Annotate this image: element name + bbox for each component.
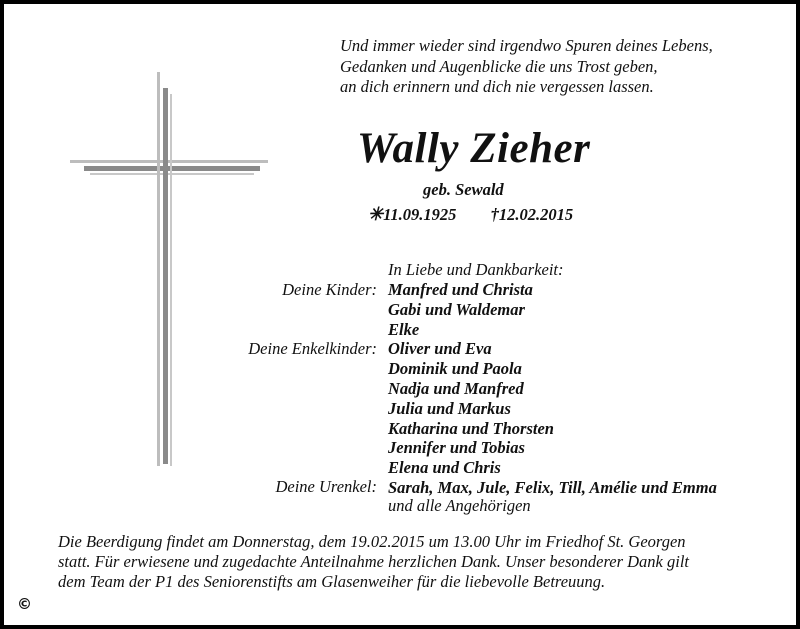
mourners-intro: In Liebe und Dankbarkeit:: [388, 260, 564, 279]
funeral-line: statt. Für erwiesene und zugedachte Anteilnahme herzlichen Dank. Unser besonderer Dank gilt: [58, 552, 690, 571]
mourner-name: Oliver und Eva: [388, 339, 492, 359]
deceased-name: Wally Zieher: [357, 125, 591, 172]
mourners-closing: und alle Angehörigen: [388, 496, 531, 515]
birth-date: 11.09.1925: [383, 205, 457, 224]
cross-icon: [70, 72, 270, 467]
mourner-name: Julia und Markus: [388, 398, 511, 418]
death-cross-icon: †: [490, 205, 499, 224]
memorial-poem: [340, 36, 780, 98]
great-grandchildren-label: Deine Urenkel:: [275, 477, 377, 496]
maiden-name: geb. Sewald: [423, 180, 504, 199]
mourner-name: Sarah, Max, Jule, Felix, Till, Amélie und Emma: [388, 477, 717, 497]
funeral-line: dem Team der P1 des Seniorenstifts am Glasenweiher für die liebevolle Betreuung.: [58, 572, 606, 591]
death-date: 12.02.2015: [498, 205, 574, 224]
mourner-name: Elena und Chris: [388, 458, 501, 478]
mourner-name: Elke: [388, 319, 420, 339]
grandchildren-label: Deine Enkelkinder:: [248, 339, 377, 358]
life-dates: [368, 204, 573, 225]
mourner-name: Katharina und Thorsten: [388, 418, 554, 438]
children-label: Deine Kinder:: [282, 280, 377, 299]
funeral-notice: [58, 532, 758, 592]
poem-line: an dich erinnern und dich nie vergessen lassen.: [340, 77, 654, 96]
mourner-names: [388, 280, 717, 498]
poem-line: Und immer wieder sind irgendwo Spuren deines Lebens,: [340, 36, 713, 55]
poem-line: Gedanken und Augenblicke die uns Trost geben,: [340, 56, 658, 76]
birth-star-icon: ✳: [368, 204, 384, 224]
copyright-icon: ©: [17, 595, 32, 613]
mourner-name: Gabi und Waldemar: [388, 299, 525, 319]
mourner-name: Nadja und Manfred: [388, 378, 524, 398]
mourner-name: Dominik und Paola: [388, 359, 522, 379]
mourner-name: Manfred und Christa: [388, 280, 533, 299]
funeral-line: Die Beerdigung findet am Donnerstag, dem 19.02.2015 um 13.00 Uhr im Friedhof St. Georgen: [58, 532, 686, 551]
mourner-name: Jennifer und Tobias: [388, 438, 525, 458]
